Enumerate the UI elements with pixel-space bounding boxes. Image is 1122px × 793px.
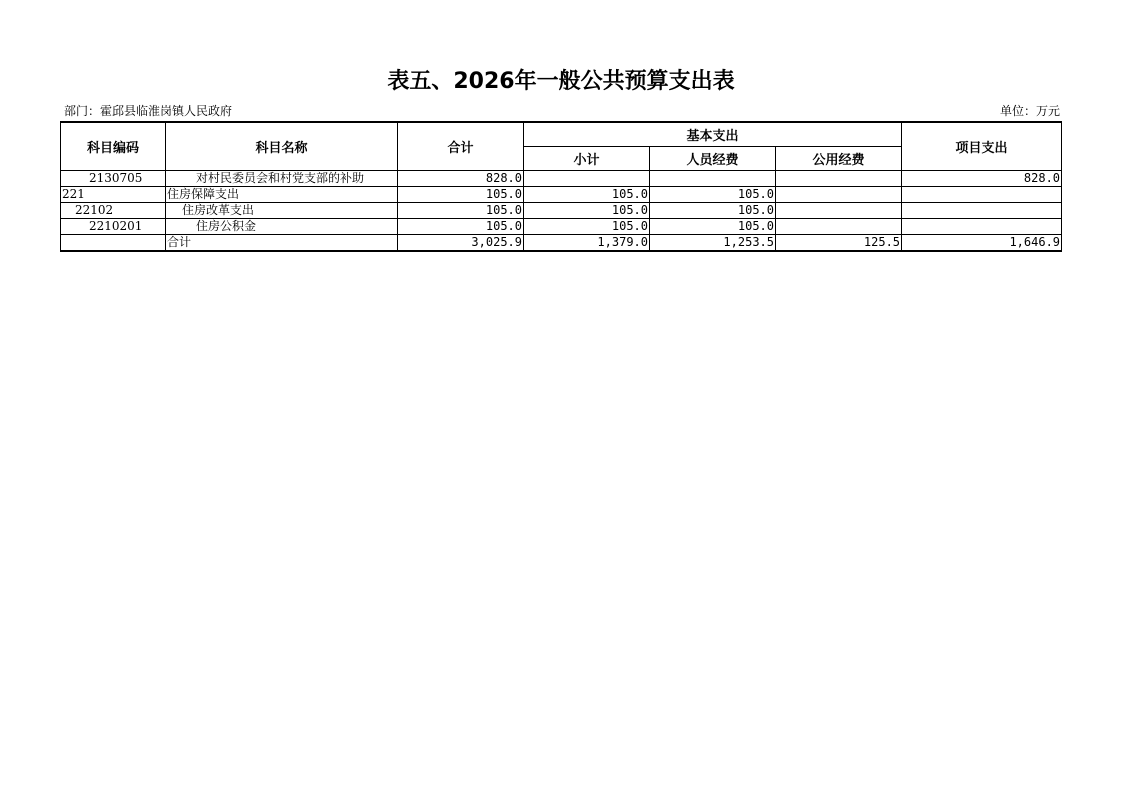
cell-subtotal: 1,379.0 bbox=[524, 235, 650, 252]
cell-personnel bbox=[650, 171, 776, 187]
table-row bbox=[61, 203, 1062, 219]
page-title: 表五、2026年一般公共预算支出表 bbox=[387, 69, 735, 94]
table-header bbox=[61, 122, 1062, 171]
cell-code bbox=[61, 235, 166, 252]
header-name: 科目名称 bbox=[166, 122, 398, 171]
cell-total: 105.0 bbox=[398, 187, 524, 203]
cell-project bbox=[902, 187, 1062, 203]
cell-personnel: 105.0 bbox=[650, 203, 776, 219]
header-personnel: 人员经费 bbox=[650, 147, 776, 171]
cell-personnel: 1,253.5 bbox=[650, 235, 776, 252]
cell-project: 1,646.9 bbox=[902, 235, 1062, 252]
cell-public bbox=[776, 187, 902, 203]
cell-code: 2210201 bbox=[61, 219, 166, 235]
cell-name: 合计 bbox=[166, 235, 398, 252]
cell-total: 105.0 bbox=[398, 203, 524, 219]
department-label: 部门：霍邱县临淮岗镇人民政府 bbox=[64, 104, 233, 118]
table-row bbox=[61, 187, 1062, 203]
cell-name: 住房公积金 bbox=[166, 219, 398, 235]
cell-subtotal: 105.0 bbox=[524, 203, 650, 219]
cell-name: 住房保障支出 bbox=[166, 187, 398, 203]
header-project: 项目支出 bbox=[902, 122, 1062, 171]
cell-personnel: 105.0 bbox=[650, 187, 776, 203]
cell-public bbox=[776, 203, 902, 219]
header-public: 公用经费 bbox=[776, 147, 902, 171]
cell-subtotal bbox=[524, 171, 650, 187]
header-code: 科目编码 bbox=[61, 122, 166, 171]
cell-total: 828.0 bbox=[398, 171, 524, 187]
cell-name: 对村民委员会和村党支部的补助 bbox=[166, 171, 398, 187]
header-total: 合计 bbox=[398, 122, 524, 171]
cell-name: 住房改革支出 bbox=[166, 203, 398, 219]
cell-subtotal: 105.0 bbox=[524, 187, 650, 203]
table-row bbox=[61, 219, 1062, 235]
cell-personnel: 105.0 bbox=[650, 219, 776, 235]
cell-total: 105.0 bbox=[398, 219, 524, 235]
cell-project bbox=[902, 203, 1062, 219]
table-row bbox=[61, 171, 1062, 187]
unit-label: 单位：万元 bbox=[999, 104, 1060, 118]
header-subtotal: 小计 bbox=[524, 147, 650, 171]
cell-public: 125.5 bbox=[776, 235, 902, 252]
table-body bbox=[61, 171, 1062, 252]
cell-project bbox=[902, 219, 1062, 235]
header-basic: 基本支出 bbox=[524, 122, 902, 147]
cell-code: 2130705 bbox=[61, 171, 166, 187]
total-row bbox=[61, 235, 1062, 252]
cell-code: 22102 bbox=[61, 203, 166, 219]
cell-public bbox=[776, 219, 902, 235]
cell-total: 3,025.9 bbox=[398, 235, 524, 252]
cell-public bbox=[776, 171, 902, 187]
budget-table bbox=[60, 121, 1062, 252]
cell-code: 221 bbox=[61, 187, 166, 203]
cell-project: 828.0 bbox=[902, 171, 1062, 187]
cell-subtotal: 105.0 bbox=[524, 219, 650, 235]
